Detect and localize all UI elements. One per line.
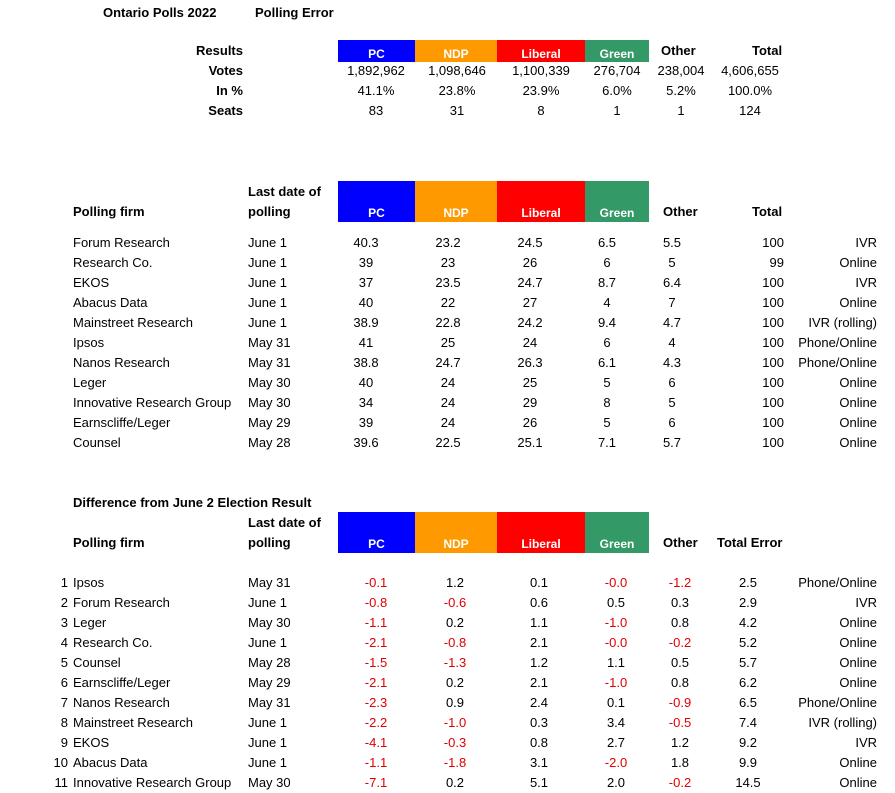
poll-firm: Abacus Data (73, 295, 148, 310)
poll-value: 24.7 (435, 355, 461, 370)
diff-value: 1.1 (606, 655, 626, 670)
party-header-green: Green (585, 181, 649, 222)
results-label: Results (196, 43, 243, 58)
poll-value: 22.8 (435, 315, 461, 330)
results-value: 1,098,646 (428, 63, 486, 78)
party-header-liberal: Liberal (497, 181, 585, 222)
poll-value: 4 (668, 335, 676, 350)
diff-value: -1.2 (668, 575, 692, 590)
diff-value: 0.5 (606, 595, 626, 610)
results-row-label: Seats (208, 103, 243, 118)
poll-value: 24.5 (517, 235, 543, 250)
diff-rank: 11 (54, 775, 68, 790)
diff-date: May 29 (248, 675, 291, 690)
diff-value: -1.1 (364, 755, 388, 770)
results-row-label: In % (216, 83, 243, 98)
diff-value: -1.8 (443, 755, 467, 770)
results-value: 1,100,339 (512, 63, 570, 78)
poll-total: 100 (762, 335, 784, 350)
poll-method: Online (839, 435, 877, 450)
poll-firm: Nanos Research (73, 355, 170, 370)
diff-date-header-1: Last date of (248, 515, 321, 530)
diff-firm: Abacus Data (73, 755, 148, 770)
diff-method: IVR (855, 595, 877, 610)
poll-total: 100 (762, 435, 784, 450)
poll-value: 23 (440, 255, 456, 270)
party-header-pc: PC (338, 181, 415, 222)
poll-value: 26.3 (517, 355, 543, 370)
poll-value: 26 (522, 255, 538, 270)
poll-value: 27 (522, 295, 538, 310)
poll-total: 100 (762, 315, 784, 330)
diff-value: 0.8 (529, 735, 549, 750)
poll-method: Online (839, 395, 877, 410)
results-value: 6.0% (602, 83, 632, 98)
diff-value: -7.1 (364, 775, 388, 790)
poll-value: 24 (522, 335, 538, 350)
poll-total: 100 (762, 395, 784, 410)
diff-value: 0.6 (529, 595, 549, 610)
poll-value: 6.4 (662, 275, 682, 290)
poll-method: IVR (rolling) (808, 315, 877, 330)
poll-value: 38.8 (353, 355, 379, 370)
results-value: 100.0% (727, 83, 773, 98)
results-value: 23.8% (438, 83, 476, 98)
poll-value: 7.1 (597, 435, 617, 450)
poll-date: May 31 (248, 335, 291, 350)
diff-value: 2.0 (606, 775, 626, 790)
diff-rank: 4 (60, 635, 68, 650)
poll-firm: Mainstreet Research (73, 315, 193, 330)
party-header-ndp: NDP (415, 512, 497, 553)
poll-total: 100 (762, 355, 784, 370)
poll-value: 4 (603, 295, 611, 310)
diff-rank: 2 (60, 595, 68, 610)
diff-value: -1.1 (364, 615, 388, 630)
poll-value: 29 (522, 395, 538, 410)
poll-firm: Counsel (73, 435, 121, 450)
diff-value: 1.2 (445, 575, 465, 590)
diff-value: -0.1 (364, 575, 388, 590)
diff-rank: 5 (60, 655, 68, 670)
diff-total: 6.5 (738, 695, 758, 710)
poll-value: 39.6 (353, 435, 379, 450)
diff-value: -2.3 (364, 695, 388, 710)
diff-total: 7.4 (738, 715, 758, 730)
diff-value: 3.1 (529, 755, 549, 770)
diff-total: 9.2 (738, 735, 758, 750)
poll-date: June 1 (248, 275, 288, 290)
diff-date: June 1 (248, 635, 288, 650)
poll-total: 100 (762, 275, 784, 290)
results-value: 23.9% (522, 83, 560, 98)
diff-method: Online (839, 635, 877, 650)
diff-value: -2.2 (364, 715, 388, 730)
poll-total: 99 (769, 255, 784, 270)
diff-value: 0.1 (529, 575, 549, 590)
diff-title: Difference from June 2 Election Result (73, 495, 312, 510)
poll-firm: Research Co. (73, 255, 153, 270)
party-header-pc: PC (338, 40, 415, 62)
poll-value: 5 (603, 375, 611, 390)
results-value: 238,004 (657, 63, 705, 78)
poll-value: 4.3 (662, 355, 682, 370)
diff-date: June 1 (248, 735, 288, 750)
diff-firm: Nanos Research (73, 695, 170, 710)
diff-value: -2.1 (364, 635, 388, 650)
diff-method: Online (839, 775, 877, 790)
diff-value: 1.2 (670, 735, 690, 750)
poll-value: 6 (603, 335, 611, 350)
diff-value: 2.7 (606, 735, 626, 750)
poll-method: Online (839, 415, 877, 430)
diff-value: 0.8 (670, 615, 690, 630)
poll-value: 40.3 (353, 235, 379, 250)
diff-value: 0.2 (445, 615, 465, 630)
diff-value: -1.5 (364, 655, 388, 670)
poll-value: 34 (358, 395, 374, 410)
diff-date: May 30 (248, 615, 291, 630)
diff-date-header-2: polling (248, 535, 291, 550)
diff-total: 6.2 (738, 675, 758, 690)
poll-date: May 29 (248, 415, 291, 430)
results-value: 31 (449, 103, 465, 118)
poll-value: 24.7 (517, 275, 543, 290)
poll-date: May 28 (248, 435, 291, 450)
poll-value: 39 (358, 415, 374, 430)
poll-method: Online (839, 295, 877, 310)
poll-date: May 31 (248, 355, 291, 370)
poll-method: Online (839, 375, 877, 390)
poll-date: June 1 (248, 235, 288, 250)
diff-value: 0.5 (670, 655, 690, 670)
poll-value: 5 (603, 415, 611, 430)
polls-date-header-1: Last date of (248, 184, 321, 199)
diff-firm: Leger (73, 615, 107, 630)
party-header-liberal: Liberal (497, 40, 585, 62)
results-value: 124 (739, 103, 761, 118)
poll-value: 6 (668, 415, 676, 430)
diff-value: -1.0 (443, 715, 467, 730)
results-value: 41.1% (357, 83, 395, 98)
poll-value: 25 (522, 375, 538, 390)
diff-date: June 1 (248, 595, 288, 610)
poll-value: 24 (440, 395, 456, 410)
diff-rank: 3 (60, 615, 68, 630)
poll-value: 40 (358, 295, 374, 310)
polls-total-header: Total (752, 204, 783, 219)
diff-value: 0.2 (445, 775, 465, 790)
diff-firm: Ipsos (73, 575, 105, 590)
polls-firm-header: Polling firm (73, 204, 145, 219)
poll-date: June 1 (248, 295, 288, 310)
party-header-pc: PC (338, 512, 415, 553)
diff-value: 5.1 (529, 775, 549, 790)
diff-value: 0.8 (670, 675, 690, 690)
poll-method: Phone/Online (798, 355, 877, 370)
poll-date: May 30 (248, 395, 291, 410)
diff-value: 0.2 (445, 675, 465, 690)
poll-value: 26 (522, 415, 538, 430)
diff-firm: Earnscliffe/Leger (73, 675, 171, 690)
diff-value: -2.1 (364, 675, 388, 690)
poll-value: 6 (603, 255, 611, 270)
poll-value: 5 (668, 395, 676, 410)
diff-rank: 7 (60, 695, 68, 710)
diff-date: May 31 (248, 695, 291, 710)
results-value: 1 (613, 103, 621, 118)
diff-rank: 10 (53, 755, 68, 770)
diff-total: 14.5 (735, 775, 761, 790)
poll-firm: Ipsos (73, 335, 105, 350)
party-header-ndp: NDP (415, 181, 497, 222)
poll-firm: EKOS (73, 275, 110, 290)
poll-total: 100 (762, 415, 784, 430)
party-header-green: Green (585, 512, 649, 553)
party-header-liberal: Liberal (497, 512, 585, 553)
diff-method: Online (839, 655, 877, 670)
diff-value: -2.0 (604, 755, 628, 770)
poll-value: 7 (668, 295, 676, 310)
diff-value: -0.0 (604, 635, 628, 650)
party-header-green: Green (585, 40, 649, 62)
sheet-subtitle: Polling Error (255, 5, 334, 20)
diff-value: -0.6 (443, 595, 467, 610)
poll-value: 6.5 (597, 235, 617, 250)
diff-value: -1.0 (604, 615, 628, 630)
diff-other-header: Other (663, 535, 698, 550)
diff-firm: Mainstreet Research (73, 715, 193, 730)
diff-value: -0.5 (668, 715, 692, 730)
results-value: 5.2% (666, 83, 696, 98)
sheet-title: Ontario Polls 2022 (103, 5, 217, 20)
diff-method: Online (839, 755, 877, 770)
diff-firm: Research Co. (73, 635, 153, 650)
results-value: 276,704 (593, 63, 641, 78)
diff-value: -0.0 (604, 575, 628, 590)
poll-value: 24 (440, 375, 456, 390)
poll-value: 6.1 (597, 355, 617, 370)
diff-value: 0.1 (606, 695, 626, 710)
poll-value: 25 (440, 335, 456, 350)
poll-value: 8.7 (597, 275, 617, 290)
poll-date: June 1 (248, 255, 288, 270)
diff-firm-header: Polling firm (73, 535, 145, 550)
polls-date-header-2: polling (248, 204, 291, 219)
poll-date: May 30 (248, 375, 291, 390)
diff-value: -0.3 (443, 735, 467, 750)
diff-value: -0.8 (364, 595, 388, 610)
poll-total: 100 (762, 235, 784, 250)
diff-total: 5.2 (738, 635, 758, 650)
diff-value: 1.2 (529, 655, 549, 670)
diff-firm: Innovative Research Group (73, 775, 232, 790)
results-value: 8 (537, 103, 545, 118)
diff-rank: 1 (60, 575, 68, 590)
poll-total: 100 (762, 375, 784, 390)
diff-date: June 1 (248, 755, 288, 770)
diff-total: 4.2 (738, 615, 758, 630)
diff-date: June 1 (248, 715, 288, 730)
poll-value: 22.5 (435, 435, 461, 450)
poll-value: 5 (668, 255, 676, 270)
diff-rank: 9 (60, 735, 68, 750)
poll-value: 23.5 (435, 275, 461, 290)
diff-value: 0.9 (445, 695, 465, 710)
diff-method: IVR (rolling) (808, 715, 877, 730)
diff-rank: 8 (60, 715, 68, 730)
diff-value: -4.1 (364, 735, 388, 750)
poll-value: 24.2 (517, 315, 543, 330)
poll-firm: Earnscliffe/Leger (73, 415, 171, 430)
poll-value: 39 (358, 255, 374, 270)
results-other-label: Other (661, 43, 696, 58)
diff-value: -1.3 (443, 655, 467, 670)
diff-total: 2.5 (738, 575, 758, 590)
diff-value: 2.1 (529, 675, 549, 690)
results-row-label: Votes (208, 63, 243, 78)
diff-value: -0.9 (668, 695, 692, 710)
poll-value: 8 (603, 395, 611, 410)
diff-method: Online (839, 675, 877, 690)
diff-value: -0.2 (668, 635, 692, 650)
poll-value: 5.5 (662, 235, 682, 250)
diff-total: 2.9 (738, 595, 758, 610)
poll-value: 6 (668, 375, 676, 390)
diff-value: 1.1 (529, 615, 549, 630)
poll-value: 25.1 (517, 435, 543, 450)
results-value: 1,892,962 (347, 63, 405, 78)
results-value: 4,606,655 (721, 63, 779, 78)
results-total-label: Total (752, 43, 783, 58)
poll-value: 9.4 (597, 315, 617, 330)
results-value: 1 (677, 103, 685, 118)
poll-value: 22 (440, 295, 456, 310)
poll-value: 4.7 (662, 315, 682, 330)
polls-other-header: Other (663, 204, 698, 219)
diff-value: 2.1 (529, 635, 549, 650)
diff-method: Phone/Online (798, 575, 877, 590)
diff-value: 2.4 (529, 695, 549, 710)
poll-method: Online (839, 255, 877, 270)
poll-value: 40 (358, 375, 374, 390)
party-header-ndp: NDP (415, 40, 497, 62)
diff-total: 5.7 (738, 655, 758, 670)
poll-value: 23.2 (435, 235, 461, 250)
poll-value: 37 (358, 275, 374, 290)
poll-value: 24 (440, 415, 456, 430)
diff-date: May 30 (248, 775, 291, 790)
diff-date: May 31 (248, 575, 291, 590)
results-value: 83 (368, 103, 384, 118)
poll-firm: Innovative Research Group (73, 395, 232, 410)
diff-method: Phone/Online (798, 695, 877, 710)
poll-value: 41 (358, 335, 374, 350)
poll-firm: Forum Research (73, 235, 170, 250)
diff-total-header: Total Error (717, 535, 783, 550)
diff-method: IVR (855, 735, 877, 750)
diff-firm: Forum Research (73, 595, 170, 610)
poll-date: June 1 (248, 315, 288, 330)
diff-value: -1.0 (604, 675, 628, 690)
diff-firm: Counsel (73, 655, 121, 670)
poll-method: Phone/Online (798, 335, 877, 350)
poll-value: 5.7 (662, 435, 682, 450)
diff-value: 3.4 (606, 715, 626, 730)
diff-value: 0.3 (670, 595, 690, 610)
diff-total: 9.9 (738, 755, 758, 770)
diff-firm: EKOS (73, 735, 110, 750)
poll-method: IVR (855, 275, 877, 290)
diff-rank: 6 (60, 675, 68, 690)
diff-value: -0.2 (668, 775, 692, 790)
diff-value: 1.8 (670, 755, 690, 770)
poll-value: 38.9 (353, 315, 379, 330)
poll-firm: Leger (73, 375, 107, 390)
diff-date: May 28 (248, 655, 291, 670)
diff-value: 0.3 (529, 715, 549, 730)
diff-value: -0.8 (443, 635, 467, 650)
poll-total: 100 (762, 295, 784, 310)
diff-method: Online (839, 615, 877, 630)
poll-method: IVR (855, 235, 877, 250)
